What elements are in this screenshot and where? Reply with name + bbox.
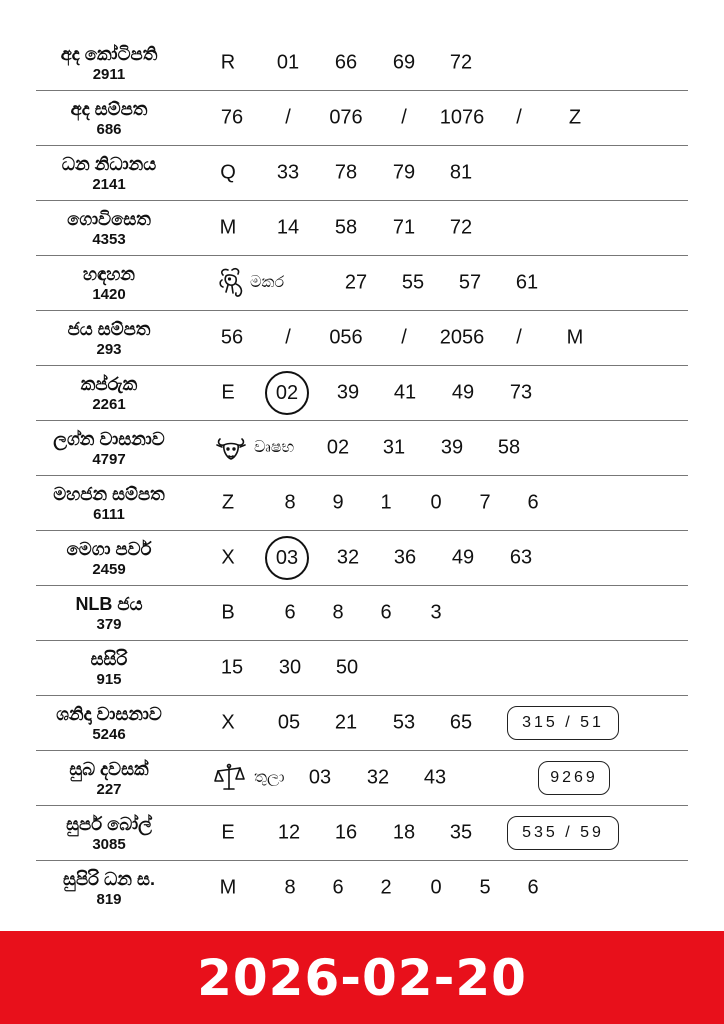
separator: / bbox=[401, 106, 407, 129]
result-number: 6 bbox=[527, 491, 539, 514]
lottery-name: සුපිරි ධන ස. bbox=[63, 868, 155, 889]
result-number: 14 bbox=[276, 216, 300, 239]
result-letter: Z bbox=[568, 106, 582, 129]
result-values bbox=[36, 36, 688, 90]
lottery-name: මෙගා පවර් bbox=[66, 538, 152, 559]
result-number: 79 bbox=[392, 161, 416, 184]
result-row bbox=[36, 531, 688, 586]
zodiac-sign: මකර bbox=[250, 274, 285, 291]
separator: / bbox=[401, 326, 407, 349]
result-number: 15 bbox=[220, 656, 244, 679]
result-row bbox=[36, 311, 688, 366]
lottery-name: අද කෝටිපති bbox=[60, 43, 158, 64]
result-number: 2 bbox=[380, 876, 392, 899]
result-number: 58 bbox=[497, 436, 521, 459]
result-row bbox=[36, 861, 688, 916]
result-number: 6 bbox=[380, 601, 392, 624]
result-letter: X bbox=[221, 711, 235, 734]
draw-number: 4797 bbox=[92, 450, 126, 468]
result-number: 57 bbox=[458, 271, 482, 294]
draw-number: 2911 bbox=[92, 65, 126, 83]
result-values bbox=[36, 476, 688, 530]
lottery-name: සසිරි bbox=[90, 648, 128, 669]
separator: / bbox=[285, 326, 291, 349]
result-values bbox=[36, 256, 688, 310]
circled-number: 03 bbox=[265, 536, 309, 580]
circled-number: 02 bbox=[265, 371, 309, 415]
lottery-name: සුපර් බෝල් bbox=[66, 813, 152, 834]
result-letter: R bbox=[220, 51, 236, 74]
result-number: 56 bbox=[220, 326, 244, 349]
draw-number: 227 bbox=[96, 780, 122, 798]
draw-number: 2141 bbox=[92, 175, 126, 193]
result-number: 3 bbox=[430, 601, 442, 624]
result-row bbox=[36, 641, 688, 696]
result-row bbox=[36, 476, 688, 531]
result-values bbox=[36, 586, 688, 640]
result-values bbox=[36, 641, 688, 695]
result-values bbox=[36, 201, 688, 255]
result-number: 53 bbox=[392, 711, 416, 734]
draw-number: 5246 bbox=[92, 725, 126, 743]
result-number: 2056 bbox=[439, 326, 485, 349]
result-number: 81 bbox=[449, 161, 473, 184]
result-letter: Q bbox=[220, 161, 236, 184]
result-number: 32 bbox=[366, 766, 390, 789]
lottery-name: සුබ දවසක් bbox=[69, 758, 149, 779]
result-letter: E bbox=[221, 821, 235, 844]
separator: / bbox=[516, 326, 522, 349]
zodiac-sign: තුලා bbox=[254, 769, 285, 786]
result-values bbox=[36, 696, 688, 750]
result-number: 02 bbox=[326, 436, 350, 459]
result-number: 35 bbox=[449, 821, 473, 844]
lottery-name: ධන නිධානය bbox=[61, 153, 157, 174]
result-number: 33 bbox=[276, 161, 300, 184]
result-number: 73 bbox=[509, 381, 533, 404]
result-number: 7 bbox=[479, 491, 491, 514]
libra-scales-icon bbox=[212, 761, 246, 795]
result-number: 55 bbox=[401, 271, 425, 294]
result-number: 6 bbox=[284, 601, 296, 624]
draw-number: 686 bbox=[96, 120, 122, 138]
result-row bbox=[36, 366, 688, 421]
result-values bbox=[36, 751, 688, 805]
result-number: 39 bbox=[440, 436, 464, 459]
result-values bbox=[36, 311, 688, 365]
result-number: 69 bbox=[392, 51, 416, 74]
result-letter: M bbox=[219, 216, 237, 239]
result-number: 0 bbox=[430, 491, 442, 514]
result-number: 8 bbox=[284, 876, 296, 899]
result-row bbox=[36, 586, 688, 641]
result-number: 58 bbox=[334, 216, 358, 239]
bonus-box: 535 / 59 bbox=[507, 816, 619, 850]
lottery-name: ලග්න වාසනාව bbox=[53, 428, 165, 449]
result-number: 01 bbox=[276, 51, 300, 74]
result-number: 43 bbox=[423, 766, 447, 789]
draw-number: 293 bbox=[96, 340, 122, 358]
result-number: 18 bbox=[392, 821, 416, 844]
date-banner bbox=[0, 931, 724, 1024]
result-number: 12 bbox=[277, 821, 301, 844]
result-number: 27 bbox=[344, 271, 368, 294]
result-number: 49 bbox=[451, 546, 475, 569]
result-letter: B bbox=[221, 601, 235, 624]
result-number: 76 bbox=[220, 106, 244, 129]
result-number: 16 bbox=[334, 821, 358, 844]
result-number: 63 bbox=[509, 546, 533, 569]
result-number: 32 bbox=[336, 546, 360, 569]
result-number: 8 bbox=[284, 491, 296, 514]
result-row bbox=[36, 91, 688, 146]
result-number: 05 bbox=[277, 711, 301, 734]
bonus-box: 315 / 51 bbox=[507, 706, 619, 740]
draw-number: 915 bbox=[96, 670, 122, 688]
result-values bbox=[36, 531, 688, 585]
lottery-name: මහජන සම්පත bbox=[53, 483, 165, 504]
result-number: 72 bbox=[449, 216, 473, 239]
result-letter: X bbox=[221, 546, 235, 569]
result-number: 6 bbox=[332, 876, 344, 899]
taurus-bull-icon bbox=[214, 431, 248, 465]
draw-number: 819 bbox=[96, 890, 122, 908]
result-values bbox=[36, 861, 688, 915]
capricorn-goat-icon bbox=[214, 266, 248, 300]
result-number: 1 bbox=[380, 491, 392, 514]
result-letter: M bbox=[219, 876, 237, 899]
result-number: 21 bbox=[334, 711, 358, 734]
result-row bbox=[36, 256, 688, 311]
result-number: 30 bbox=[278, 656, 302, 679]
result-number: 6 bbox=[527, 876, 539, 899]
result-letter: Z bbox=[221, 491, 235, 514]
draw-number: 2459 bbox=[92, 560, 126, 578]
result-number: 9 bbox=[332, 491, 344, 514]
result-number: 39 bbox=[336, 381, 360, 404]
result-number: 8 bbox=[332, 601, 344, 624]
result-number: 076 bbox=[329, 106, 363, 129]
result-number: 71 bbox=[392, 216, 416, 239]
lottery-name: හඳහන bbox=[82, 263, 136, 284]
lottery-name: ජය සම්පත bbox=[67, 318, 151, 339]
result-number: 50 bbox=[335, 656, 359, 679]
lottery-name: NLB ජය bbox=[75, 593, 143, 614]
draw-number: 1420 bbox=[92, 285, 126, 303]
bonus-box: 9269 bbox=[538, 761, 610, 795]
lottery-name: කප්රුක bbox=[80, 373, 138, 394]
separator: / bbox=[285, 106, 291, 129]
separator: / bbox=[516, 106, 522, 129]
result-letter: M bbox=[566, 326, 584, 349]
result-row bbox=[36, 421, 688, 476]
draw-number: 379 bbox=[96, 615, 122, 633]
draw-number: 6111 bbox=[93, 505, 125, 523]
result-number: 0 bbox=[430, 876, 442, 899]
result-values bbox=[36, 421, 688, 475]
result-row bbox=[36, 696, 688, 751]
result-row bbox=[36, 146, 688, 201]
result-number: 5 bbox=[479, 876, 491, 899]
result-values bbox=[36, 146, 688, 200]
result-number: 36 bbox=[393, 546, 417, 569]
result-values bbox=[36, 91, 688, 145]
lottery-name: ගොවිසෙත bbox=[67, 208, 151, 229]
result-number: 66 bbox=[334, 51, 358, 74]
result-number: 72 bbox=[449, 51, 473, 74]
results-date: 2026-02-20 bbox=[197, 948, 527, 1007]
result-number: 1076 bbox=[439, 106, 485, 129]
result-row bbox=[36, 36, 688, 91]
result-number: 65 bbox=[449, 711, 473, 734]
results-table bbox=[0, 36, 724, 916]
result-number: 056 bbox=[329, 326, 363, 349]
zodiac-sign: වෘෂභ bbox=[254, 439, 295, 456]
result-values bbox=[36, 806, 688, 860]
result-number: 49 bbox=[451, 381, 475, 404]
result-number: 78 bbox=[334, 161, 358, 184]
lottery-name: ශනිදා වාසනාව bbox=[56, 703, 162, 724]
result-number: 61 bbox=[515, 271, 539, 294]
result-row bbox=[36, 201, 688, 256]
result-number: 03 bbox=[308, 766, 332, 789]
draw-number: 2261 bbox=[92, 395, 126, 413]
result-values bbox=[36, 366, 688, 420]
result-number: 41 bbox=[393, 381, 417, 404]
lottery-name: අද සම්පත bbox=[70, 98, 148, 119]
draw-number: 3085 bbox=[92, 835, 126, 853]
result-letter: E bbox=[221, 381, 235, 404]
draw-number: 4353 bbox=[92, 230, 126, 248]
result-row bbox=[36, 806, 688, 861]
result-row bbox=[36, 751, 688, 806]
result-number: 31 bbox=[382, 436, 406, 459]
